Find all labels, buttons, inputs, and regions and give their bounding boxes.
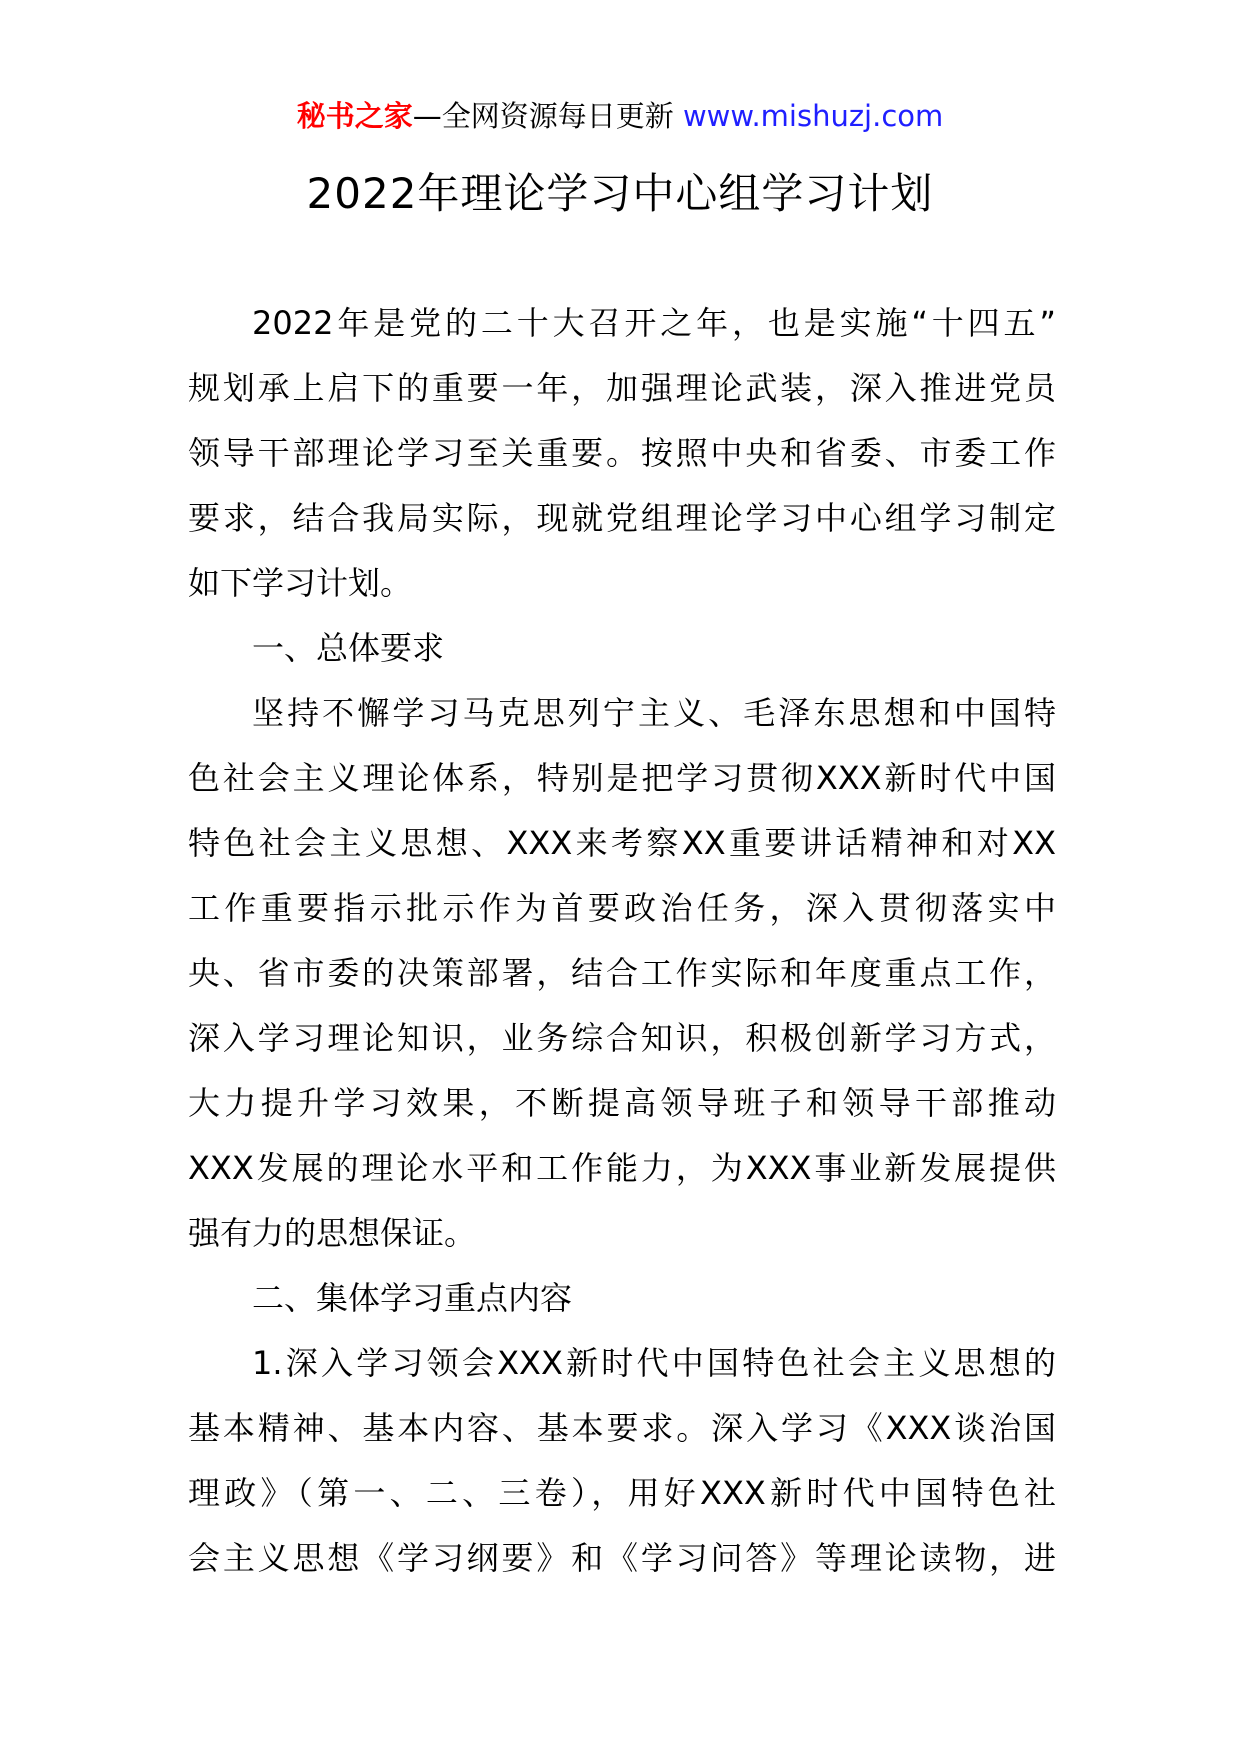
body-line: 特色社会主义思想、XXX来考察XX重要讲话精神和对XX <box>188 824 1056 862</box>
body-line: 央、省市委的决策部署，结合工作实际和年度重点工作， <box>188 954 1056 992</box>
section-heading-general-requirements: 一、总体要求 <box>252 629 445 667</box>
site-tagline: —全网资源每日更新 <box>412 99 674 133</box>
body-line: XXX发展的理论水平和工作能力，为XXX事业新发展提供 <box>188 1149 1056 1187</box>
site-url-link[interactable]: www.mishuzj.com <box>682 99 944 133</box>
site-watermark-header <box>0 96 1240 136</box>
body-line: 1.深入学习领会XXX新时代中国特色社会主义思想的 <box>252 1344 1056 1382</box>
body-line: 规划承上启下的重要一年，加强理论武装，深入推进党员 <box>188 369 1056 407</box>
document-body <box>188 291 1056 1591</box>
site-brand-name: 秘书之家 <box>296 99 413 133</box>
body-line: 大力提升学习效果，不断提高领导班子和领导干部推动 <box>188 1084 1056 1122</box>
body-line: 坚持不懈学习马克思列宁主义、毛泽东思想和中国特 <box>252 694 1056 732</box>
body-line: 强有力的思想保证。 <box>188 1214 477 1252</box>
body-line: 工作重要指示批示作为首要政治任务，深入贯彻落实中 <box>188 889 1056 927</box>
body-line: 领导干部理论学习至关重要。按照中央和省委、市委工作 <box>188 434 1056 472</box>
body-line: 色社会主义理论体系，特别是把学习贯彻XXX新时代中国 <box>188 759 1056 797</box>
document-title: 2022年理论学习中心组学习计划 <box>306 169 934 218</box>
body-line: 基本精神、基本内容、基本要求。深入学习《XXX谈治国 <box>188 1409 1056 1447</box>
body-line: 深入学习理论知识，业务综合知识，积极创新学习方式， <box>188 1019 1056 1057</box>
body-line: 会主义思想《学习纲要》和《学习问答》等理论读物，进 <box>188 1539 1056 1577</box>
body-line: 如下学习计划。 <box>188 564 413 602</box>
section-heading-key-content: 二、集体学习重点内容 <box>252 1279 573 1317</box>
body-line: 理政》（第一、二、三卷），用好XXX新时代中国特色社 <box>188 1474 1056 1512</box>
body-line: 2022年是党的二十大召开之年，也是实施“十四五” <box>252 304 1056 342</box>
body-line: 要求，结合我局实际，现就党组理论学习中心组学习制定 <box>188 499 1056 537</box>
